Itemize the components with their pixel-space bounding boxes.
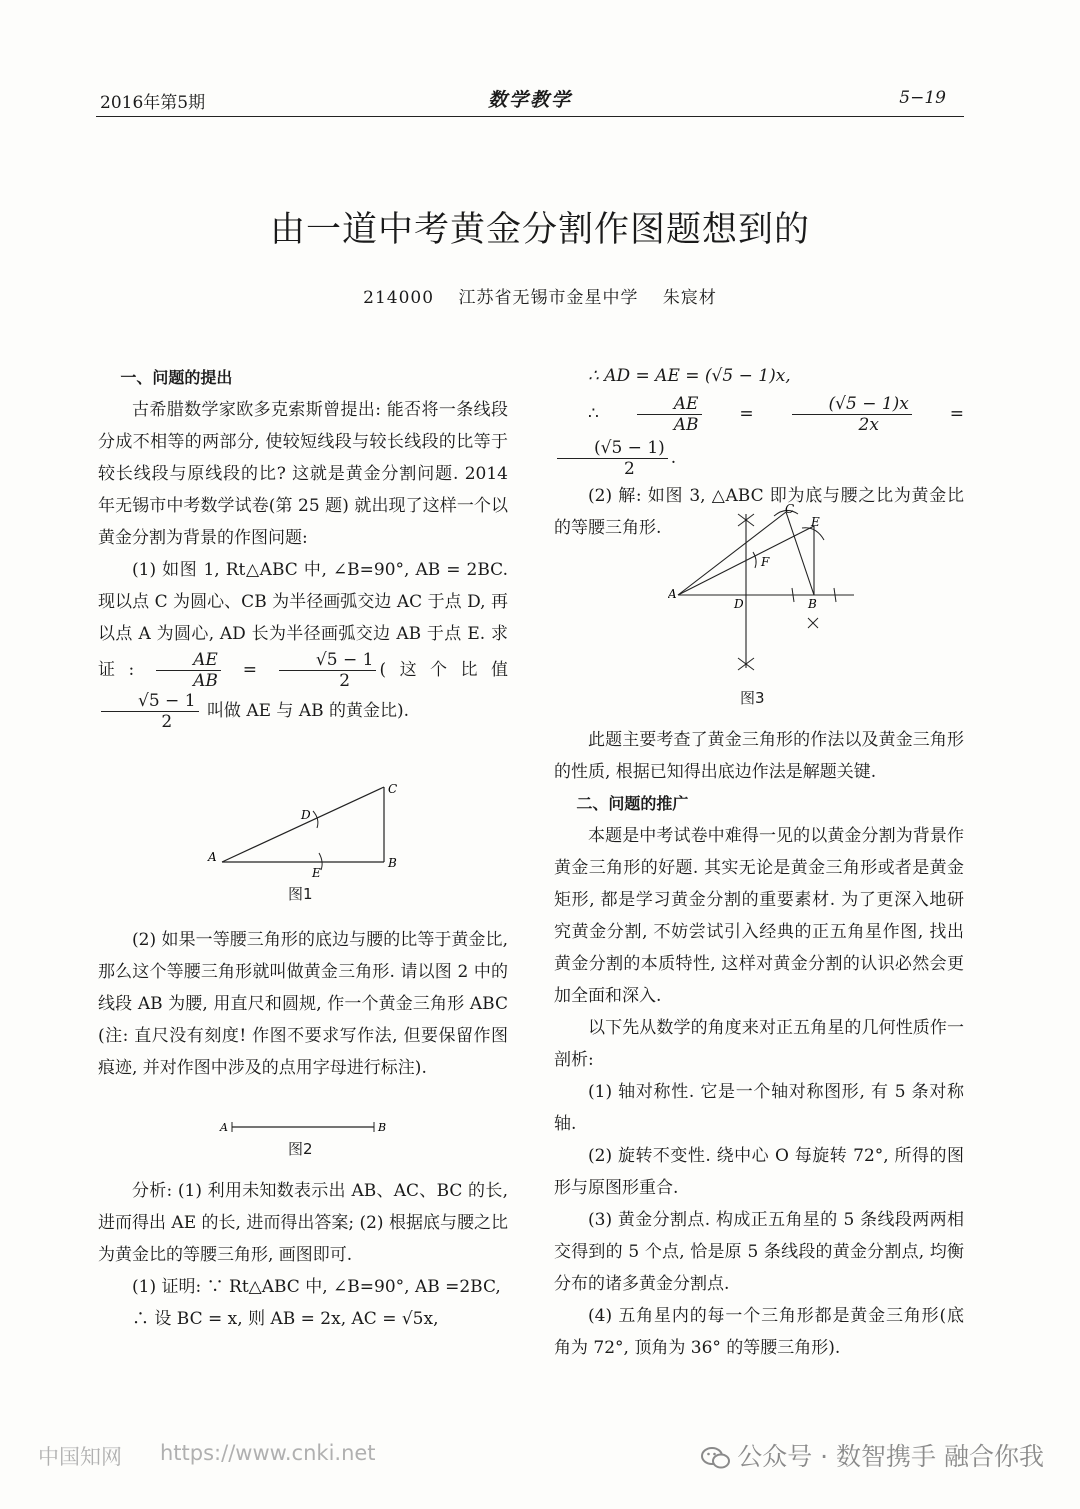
fig1-label-b: B <box>388 856 397 870</box>
article-title: 由一道中考黄金分割作图题想到的 <box>269 210 810 250</box>
figure-3 <box>668 498 868 678</box>
fig3-segment-ac <box>678 512 786 595</box>
left-column <box>98 362 508 732</box>
paragraph: 以下先从数学的角度来对正五角星的几何性质作一剖析: <box>554 1018 964 1070</box>
fig1-label-e: E <box>312 866 321 880</box>
fig2-label-a: A <box>220 1121 228 1134</box>
fig3-caption: 图3 <box>740 689 765 707</box>
proof-2: ∴ 设 BC = x, 则 AB = 2x, AC = √5x, <box>132 1309 439 1329</box>
journal-name: 数学教学 <box>487 89 572 111</box>
period: . <box>670 448 677 468</box>
wechat-label: 公众号 · 数智携手 融合你我 <box>737 1442 1044 1471</box>
fig3-label-f: F <box>761 555 770 569</box>
paragraph: 古希腊数学家欧多克索斯曾提出: 能否将一条线段分成不相等的两部分, 使较短线段与较长线段的比等于较长线段与原线段的比? 这就是黄金分割问题. 2014 年无锡市中考数学试卷(第 25 题) 就出现了这样一个以黄金分割为背景的作图问题: <box>98 400 508 548</box>
fig3-label-b: B <box>808 597 817 611</box>
problem-2: (2) 如果一等腰三角形的底边与腰的比等于黄金比, 那么这个等腰三角形就叫做黄金三角形. 请以图 2 中的线段 AB 为腰, 用直尺和圆规, 作一个黄金三角形 ABC (注: 直尺没有刻度! 作图不要求写作法, 但要保留作图痕迹, 并对作图中涉及的点用字母进行标注). <box>98 930 508 1078</box>
page-number: 5−19 <box>899 88 946 108</box>
fig3-segment-cb <box>786 512 814 595</box>
therefore-sign: ∴ <box>588 404 599 424</box>
fig3-arc-f <box>753 552 756 568</box>
fig1-label-a: A <box>208 850 217 864</box>
fraction-golden-2: $\frac{√5 - 1}{2}$ <box>101 691 199 732</box>
fig3-label-d: D <box>734 597 744 611</box>
property-1: (1) 轴对称性. 它是一个轴对称图形, 有 5 条对称轴. <box>554 1082 964 1134</box>
solution-2: (2) 解: 如图 3, △ABC 即为底与腰之比为黄金比的等腰三角形. <box>554 486 964 538</box>
equation-2 <box>554 392 964 480</box>
fig1-label-c: C <box>388 782 398 796</box>
analysis: 分析: (1) 利用未知数表示出 AB、AC、BC 的长, 进而得出 AE 的长, 进而得出答案; (2) 根据底与腰之比为黄金比的等腰三角形, 画图即可. <box>98 1181 508 1265</box>
footer-site: 中国知网 <box>38 1445 122 1469</box>
problem-1-tail: 叫做 AE 与 AB 的黄金比). <box>206 701 410 721</box>
running-header <box>96 82 964 117</box>
issue-label: 2016年第5期 <box>100 93 206 113</box>
figure-1 <box>200 775 420 885</box>
equals-sign: = <box>739 404 754 424</box>
equals-sign: = <box>949 404 965 424</box>
section-heading-2: 二、问题的推广 <box>576 794 689 813</box>
author-line <box>0 283 1080 308</box>
property-4: (4) 五角星内的每一个三角形都是黄金三角形(底角为 72°, 顶角为 36° 的等腰三角形). <box>554 1306 964 1358</box>
right-column-2 <box>554 724 964 1364</box>
property-3: (3) 黄金分割点. 构成正五角星的 5 条线段两两相交得到的 5 个点, 恰是原 5 条线段的黄金分割点, 均衡分布的诸多黄金分割点. <box>554 1210 964 1294</box>
problem-1 <box>98 554 508 732</box>
paragraph: 本题是中考试卷中难得一见的以黄金分割为背景作黄金三角形的好题. 其实无论是黄金三角形或者是黄金矩形, 都是学习黄金分割的重要素材. 为了更深入地研究黄金分割, 不妨尝试引入经典的正五角星作图, 找出黄金分割的本质特性, 这样对黄金分割的认识必然会更加全面和深入. <box>554 826 964 1006</box>
fig2-label-b: B <box>378 1121 387 1134</box>
figure-2 <box>218 1116 398 1140</box>
fig3-label-c: C <box>785 502 795 516</box>
fraction-golden: $\frac{√5 - 1}{2}$ <box>279 650 377 691</box>
fig2-caption: 图2 <box>288 1140 313 1158</box>
problem-1-text: (1) 如图 1, Rt△ABC 中, ∠B=90°, AB = 2BC. 现以点 C 为圆心、CB 为半径画弧交边 AC 于点 D, 再以点 A 为圆心, AD 长为半径画弧交边 AB 于点 E. 求证: <box>98 560 508 680</box>
fig3-arc-e <box>802 528 824 540</box>
fig1-caption: 图1 <box>288 885 313 903</box>
fig3-label-e: E <box>811 515 820 529</box>
fig3-label-a: A <box>668 587 677 601</box>
left-column-2 <box>98 924 508 1084</box>
property-2: (2) 旋转不变性. 绕中心 O 每旋转 72°, 所得的图形与原图形重合. <box>554 1146 964 1198</box>
fig1-segment-ac <box>222 787 384 862</box>
left-column-3 <box>98 1175 508 1335</box>
author-zip: 214000 <box>363 288 435 308</box>
wechat-icon <box>701 1446 731 1470</box>
proof-1: (1) 证明: ∵ Rt△ABC 中, ∠B=90°, AB =2BC, <box>132 1277 501 1297</box>
footer-wechat <box>701 1437 1044 1473</box>
eq2-frac-1: $\frac{AE}{AB}$ <box>637 394 702 435</box>
author-name: 朱宸材 <box>662 288 717 308</box>
equals-sign: = <box>242 660 258 680</box>
eq2-frac-3: $\frac{(√5 - 1)}{2}$ <box>557 438 668 479</box>
section-heading-1: 一、问题的提出 <box>120 368 233 387</box>
fraction-ae-ab: $\frac{AE}{AB}$ <box>156 650 221 691</box>
fig1-label-d: D <box>301 808 311 822</box>
author-affiliation: 江苏省无锡市金星中学 <box>458 288 639 308</box>
eq2-frac-2: $\frac{(√5 - 1)x}{2x}$ <box>792 394 912 435</box>
footer-url[interactable]: https://www.cnki.net <box>160 1441 376 1465</box>
problem-1-aside: (这个比值 <box>379 660 509 680</box>
summary: 此题主要考查了黄金三角形的作法以及黄金三角形的性质, 根据已知得出底边作法是解题关键. <box>554 730 964 782</box>
equation-1: ∴ AD = AE = (√5 − 1)x, <box>588 366 791 386</box>
